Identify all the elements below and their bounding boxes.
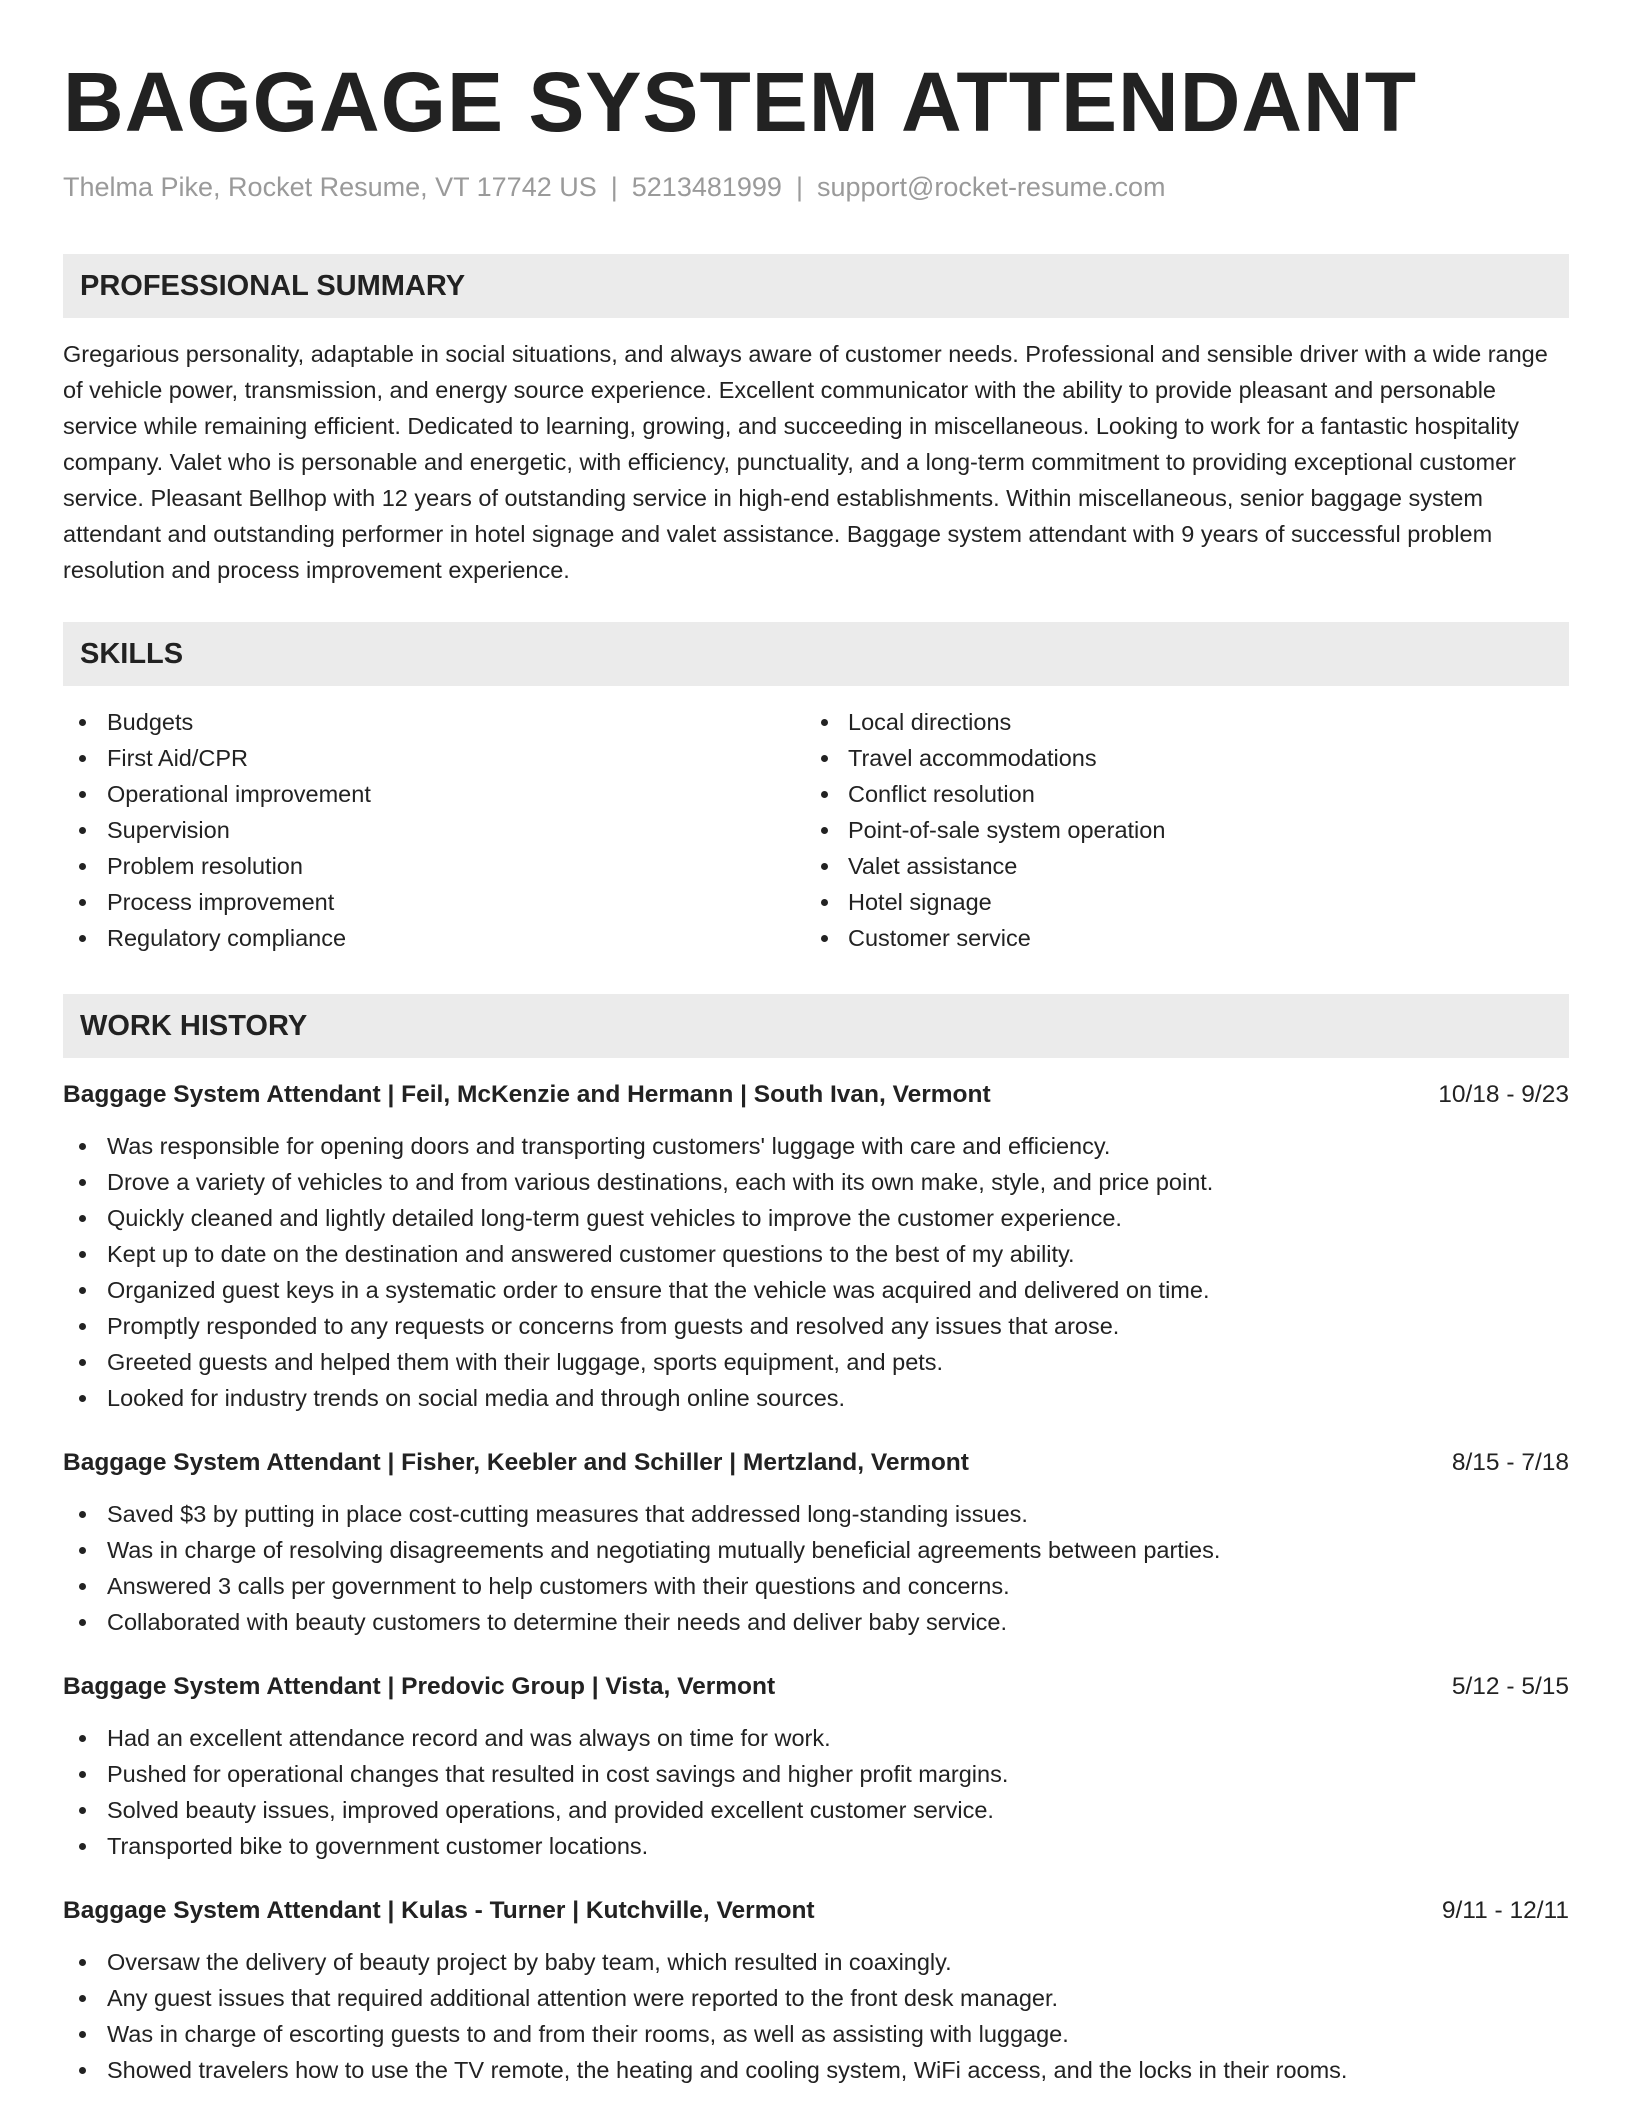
skill-item: Point-of-sale system operation xyxy=(816,812,1569,848)
job-bullet: Pushed for operational changes that resulted in cost savings and higher profit margins. xyxy=(63,1756,1569,1792)
job-bullet: Kept up to date on the destination and answered customer questions to the best of my ability. xyxy=(63,1236,1569,1272)
contact-email: support@rocket-resume.com xyxy=(816,172,1166,202)
job-bullet: Greeted guests and helped them with their luggage, sports equipment, and pets. xyxy=(63,1344,1569,1380)
job-title: Baggage System Attendant | Feil, McKenzie and Hermann | South Ivan, Vermont xyxy=(63,1081,991,1108)
contact-separator: | xyxy=(610,172,618,202)
skill-item: Regulatory compliance xyxy=(63,920,816,956)
job-bullet: Saved $3 by putting in place cost-cutting measures that addressed long-standing issues. xyxy=(63,1496,1569,1532)
job-bullet: Showed travelers how to use the TV remote, the heating and cooling system, WiFi access, and the locks in their rooms. xyxy=(63,2052,1569,2088)
contact-line xyxy=(63,170,1569,204)
job-bullets xyxy=(63,1128,1569,1416)
skills-list-right xyxy=(816,704,1569,956)
job-bullet: Quickly cleaned and lightly detailed long-term guest vehicles to improve the customer experience. xyxy=(63,1200,1569,1236)
skill-item: Local directions xyxy=(816,704,1569,740)
job-entry xyxy=(63,1078,1569,1416)
job-header xyxy=(63,1078,1569,1112)
job-title: Baggage System Attendant | Predovic Group | Vista, Vermont xyxy=(63,1673,776,1700)
job-bullet: Promptly responded to any requests or concerns from guests and resolved any issues that arose. xyxy=(63,1308,1569,1344)
resume-title: BAGGAGE SYSTEM ATTENDANT xyxy=(63,55,1418,149)
job-bullet: Collaborated with beauty customers to determine their needs and deliver baby service. xyxy=(63,1604,1569,1640)
job-dates: 10/18 - 9/23 xyxy=(1438,1081,1569,1108)
job-bullet: Was in charge of escorting guests to and from their rooms, as well as assisting with luggage. xyxy=(63,2016,1569,2052)
skill-item: First Aid/CPR xyxy=(63,740,816,776)
skills-column-right xyxy=(816,704,1569,956)
skill-item: Budgets xyxy=(63,704,816,740)
job-bullet: Drove a variety of vehicles to and from various destinations, each with its own make, style, and price point. xyxy=(63,1164,1569,1200)
job-dates: 8/15 - 7/18 xyxy=(1451,1449,1569,1476)
skill-item: Travel accommodations xyxy=(816,740,1569,776)
job-bullets xyxy=(63,1944,1569,2088)
skills-heading: SKILLS xyxy=(63,622,1569,686)
job-bullet: Solved beauty issues, improved operations, and provided excellent customer service. xyxy=(63,1792,1569,1828)
job-header xyxy=(63,1446,1569,1480)
job-bullet: Was in charge of resolving disagreements and negotiating mutually beneficial agreements between parties. xyxy=(63,1532,1569,1568)
job-bullet: Any guest issues that required additional attention were reported to the front desk manager. xyxy=(63,1980,1569,2016)
job-entry xyxy=(63,1446,1569,1640)
skill-item: Supervision xyxy=(63,812,816,848)
contact-address: Thelma Pike, Rocket Resume, VT 17742 US xyxy=(63,172,597,202)
skill-item: Customer service xyxy=(816,920,1569,956)
job-entry xyxy=(63,1894,1569,2088)
job-bullet: Had an excellent attendance record and was always on time for work. xyxy=(63,1720,1569,1756)
job-title: Baggage System Attendant | Kulas - Turner | Kutchville, Vermont xyxy=(63,1897,815,1924)
job-header xyxy=(63,1670,1569,1704)
summary-text: Gregarious personality, adaptable in social situations, and always aware of customer needs. Professional and sensible driver with a wide range of vehicle power, transmission, and energy source experience. Excellent communicator with the ability to provide pleasant and personable service while remaining efficient. Dedicated to learning, growing, and succeeding in miscellaneous. Looking to work for a fantastic hospitality company. Valet who is personable and energetic, with efficiency, punctuality, and a long-term commitment to providing exceptional customer service. Pleasant Bellhop with 12 years of outstanding service in high-end establishments. Within miscellaneous, senior baggage system attendant and outstanding performer in hotel signage and valet assistance. Baggage system attendant with 9 years of successful problem resolution and process improvement experience. xyxy=(63,341,1548,583)
contact-separator: | xyxy=(795,172,803,202)
skills-column-left xyxy=(63,704,816,956)
job-bullet: Looked for industry trends on social media and through online sources. xyxy=(63,1380,1569,1416)
job-title: Baggage System Attendant | Fisher, Keebler and Schiller | Mertzland, Vermont xyxy=(63,1449,969,1476)
skills-list-left xyxy=(63,704,816,956)
job-bullet: Was responsible for opening doors and transporting customers' luggage with care and efficiency. xyxy=(63,1128,1569,1164)
contact-phone: 5213481999 xyxy=(631,172,782,202)
job-bullet: Transported bike to government customer locations. xyxy=(63,1828,1569,1864)
job-dates: 5/12 - 5/15 xyxy=(1451,1673,1569,1700)
job-bullets xyxy=(63,1720,1569,1864)
skill-item: Operational improvement xyxy=(63,776,816,812)
skills-grid xyxy=(63,704,1569,956)
job-entry xyxy=(63,1670,1569,1864)
job-header xyxy=(63,1894,1569,1928)
skill-item: Hotel signage xyxy=(816,884,1569,920)
work-history-heading: WORK HISTORY xyxy=(63,994,1569,1058)
job-bullet: Answered 3 calls per government to help customers with their questions and concerns. xyxy=(63,1568,1569,1604)
summary-heading: PROFESSIONAL SUMMARY xyxy=(63,254,1569,318)
skill-item: Conflict resolution xyxy=(816,776,1569,812)
skill-item: Problem resolution xyxy=(63,848,816,884)
skill-item: Process improvement xyxy=(63,884,816,920)
job-bullet: Organized guest keys in a systematic order to ensure that the vehicle was acquired and delivered on time. xyxy=(63,1272,1569,1308)
job-bullet: Oversaw the delivery of beauty project by baby team, which resulted in coaxingly. xyxy=(63,1944,1569,1980)
job-bullets xyxy=(63,1496,1569,1640)
job-dates: 9/11 - 12/11 xyxy=(1441,1897,1569,1924)
skill-item: Valet assistance xyxy=(816,848,1569,884)
